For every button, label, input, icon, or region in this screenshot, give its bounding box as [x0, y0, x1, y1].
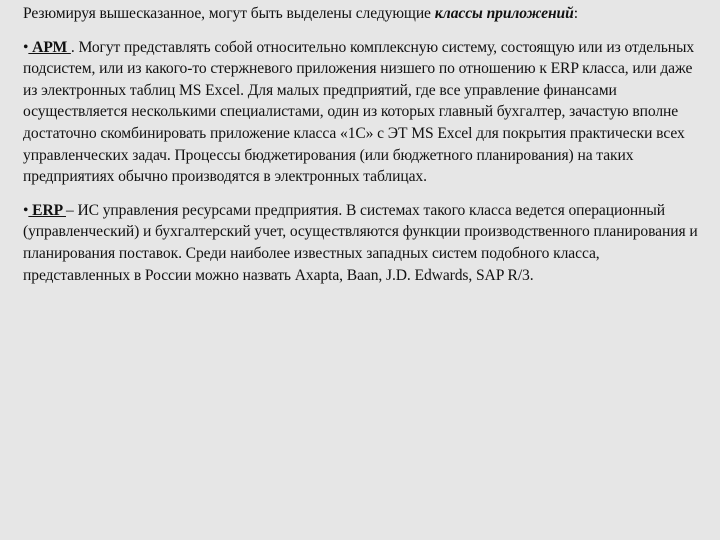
term-erp: ERP — [28, 201, 66, 219]
bullet-icon: • — [23, 201, 29, 219]
intro-emphasis: классы приложений — [434, 5, 574, 22]
intro-colon: : — [573, 5, 578, 22]
intro-paragraph — [23, 3, 698, 25]
text-body — [23, 3, 698, 298]
item-arm-text: . Могут представлять собой относительно комплексную систему, состоящую или из отдельных подсистем, или из какого-то стержневого приложения низшего по отношению к ERP класса, или даже из электронных таблиц MS Excel. Для малых предприятий, где все управление финансами осуществляется несколькими специалистами, один из которых главный бухгалтер, зачастую вполне достаточно скомбинировать приложение класса «1С» с ЭТ MS Excel для покрытия практически всех управленческих задач. Процессы бюджетирования (или бюджетного планирования) на таких предприятиях обычно производятся в электронных таблицах. — [23, 38, 695, 186]
list-item-erp — [23, 200, 698, 286]
intro-text: Резюмируя вышесказанное, могут быть выделены следующие — [23, 5, 435, 22]
bullet-icon: • — [23, 38, 29, 56]
term-arm: АРМ — [28, 38, 71, 56]
list-item-arm — [23, 37, 698, 188]
item-erp-text: – ИС управления ресурсами предприятия. В системах такого класса ведется операционный (управленческий) и бухгалтерский учет, осуществляются функции производственного планирования и планирования поставок. Среди наиболее известных западных систем подобного класса, представленных в России можно назвать Axapta, Baan, J.D. Edwards, SAP R/3. — [23, 201, 698, 284]
